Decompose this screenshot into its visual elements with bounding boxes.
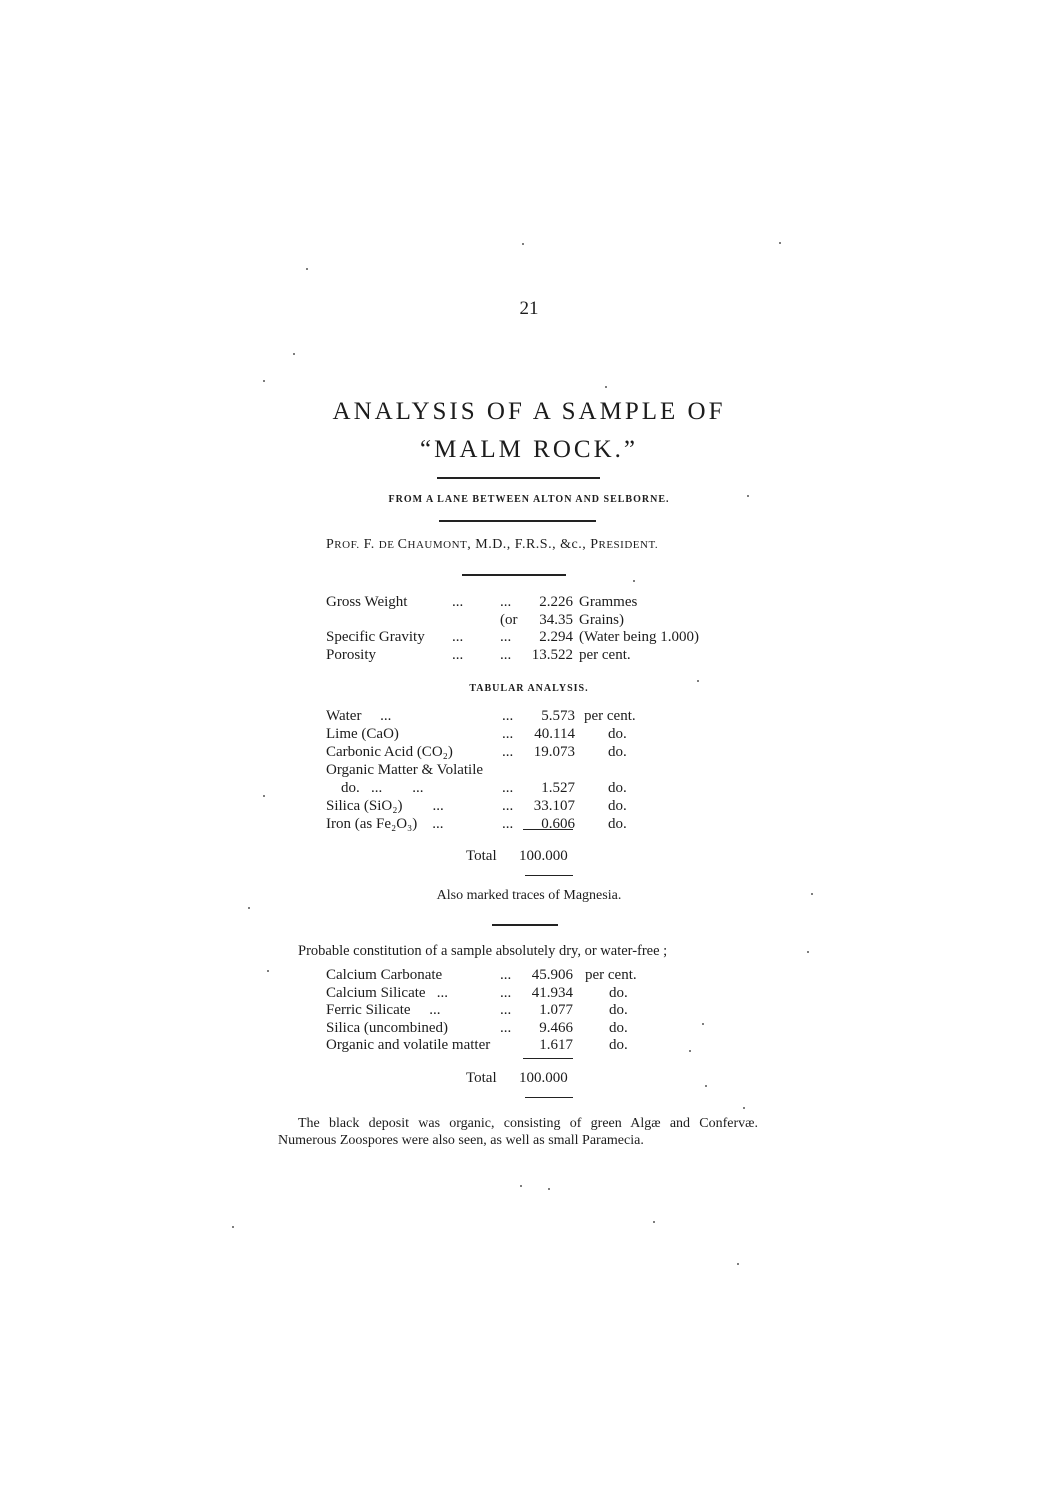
- constitution-unit: do.: [609, 984, 628, 1001]
- analyst-rule: [462, 574, 566, 576]
- property-dots: ...: [452, 646, 464, 663]
- tabular-value: 1.527: [541, 780, 575, 796]
- property-value: 2.226: [539, 594, 573, 610]
- tabular-value: 0.606: [541, 816, 575, 832]
- constitution-unit: per cent.: [585, 967, 637, 983]
- constitution-intro: Probable constitution of a sample absolutely dry, or water-free ;: [298, 943, 668, 959]
- tabular-label: Iron (as Fe₂O₃) ...: [326, 816, 444, 832]
- total-value-2: 100.000: [519, 1070, 568, 1086]
- analyst-role-sc: RESIDENT.: [598, 539, 659, 551]
- analyst-initial: F.: [359, 537, 379, 552]
- property-unit: Grains): [579, 611, 624, 628]
- scan-speck: [807, 951, 809, 953]
- analyst-prof-cap: P: [326, 537, 335, 552]
- constitution-dots: ...: [500, 967, 512, 983]
- property-unit: per cent.: [579, 646, 631, 663]
- scan-speck: [633, 580, 635, 582]
- total-value: 100.000: [519, 848, 568, 864]
- scan-speck: [522, 243, 524, 245]
- constitution-label: Silica (uncombined): [326, 1019, 449, 1036]
- scan-speck: [811, 893, 813, 895]
- tabular-value: 19.073: [533, 744, 575, 760]
- page-title-line2: “MALM ROCK.”: [420, 436, 638, 463]
- constitution-dots: ...: [500, 984, 512, 1001]
- tabular-dots: ...: [502, 798, 514, 814]
- constitution-value: 1.077: [539, 1002, 573, 1018]
- property-dots: ...: [500, 629, 512, 645]
- scan-speck: [705, 1085, 707, 1087]
- tabular-dots: ...: [502, 708, 514, 724]
- scan-speck: [737, 1263, 739, 1265]
- constitution-label: Organic and volatile matter: [326, 1037, 491, 1053]
- closing-paragraph: The black deposit was organic, consisting of green Algæ and Confervæ. Numerous Zoospores were also seen, as well as small Paramecia.: [278, 1116, 758, 1148]
- tabular-value: 40.114: [534, 726, 575, 742]
- page-number: 21: [519, 298, 539, 319]
- property-dots: ...: [500, 646, 512, 663]
- tabular-label: do. ... ...: [326, 780, 424, 796]
- property-unit: (Water being 1.000): [579, 629, 699, 645]
- total-label-2: Total: [466, 1070, 497, 1086]
- constitution-unit: do.: [609, 1019, 628, 1036]
- scan-speck: [293, 353, 295, 355]
- title-rule: [437, 477, 600, 479]
- constitution-dots: ...: [500, 1019, 512, 1036]
- total-label: Total: [466, 848, 497, 864]
- tabular-label: Organic Matter & Volatile: [326, 762, 484, 778]
- tabular-value: 33.107: [533, 798, 575, 814]
- scan-speck: [747, 495, 749, 497]
- scan-speck: [653, 1221, 655, 1223]
- scan-speck: [232, 1226, 234, 1228]
- magnesia-note: Also marked traces of Magnesia.: [436, 888, 622, 903]
- locality-subtitle: FROM A LANE BETWEEN ALTON AND SELBORNE.: [388, 494, 670, 505]
- property-value: 2.294: [539, 629, 573, 645]
- property-dots: ...: [500, 594, 512, 610]
- property-dots: ...: [452, 629, 464, 645]
- tabular-analysis-heading: TABULAR ANALYSIS.: [469, 683, 589, 694]
- tabular-dots: ...: [502, 780, 514, 796]
- tabular-value: 5.573: [541, 708, 575, 724]
- property-label: Gross Weight: [326, 594, 408, 610]
- tabular-unit: do.: [608, 780, 627, 796]
- tabular-label: Carbonic Acid (CO₂): [326, 744, 453, 760]
- tabular-unit: do.: [608, 726, 627, 742]
- scan-speck: [697, 680, 699, 682]
- page-title: ANALYSIS OF A SAMPLE OF: [332, 398, 726, 425]
- scan-speck: [548, 1188, 550, 1190]
- analyst-prof-sc: ROF.: [334, 539, 360, 551]
- property-unit: Grammes: [579, 594, 638, 610]
- sum-rule-2: [523, 1058, 573, 1059]
- constitution-value: 41.934: [531, 984, 573, 1001]
- tabular-label: Silica (SiO₂) ...: [326, 798, 444, 814]
- scan-speck: [263, 380, 265, 382]
- constitution-dots: ...: [500, 1002, 512, 1018]
- total-rule: [525, 875, 573, 876]
- property-label: Specific Gravity: [326, 629, 425, 645]
- tabular-dots: ...: [502, 744, 514, 760]
- analyst-credit: [326, 537, 658, 553]
- constitution-value: 1.617: [539, 1037, 573, 1053]
- constitution-value: 45.906: [531, 967, 573, 983]
- property-value: 13.522: [531, 646, 573, 663]
- tabular-unit: do.: [608, 816, 627, 832]
- scan-speck: [779, 242, 781, 244]
- constitution-label: Ferric Silicate ...: [326, 1002, 441, 1018]
- scan-speck: [263, 795, 265, 797]
- scan-speck: [743, 1107, 745, 1109]
- tabular-dots: ...: [502, 816, 514, 832]
- scan-speck: [267, 970, 269, 972]
- scan-speck: [248, 907, 250, 909]
- tabular-label: Lime (CaO): [326, 726, 399, 742]
- scan-speck: [689, 1050, 691, 1052]
- tabular-unit: do.: [608, 798, 627, 814]
- sum-rule: [523, 829, 573, 830]
- scan-speck: [520, 1185, 522, 1187]
- total-rule-2: [525, 1097, 573, 1098]
- scan-speck: [702, 1023, 704, 1025]
- constitution-unit: do.: [609, 1037, 628, 1053]
- analyst-credentials: , M.D., F.R.S., &c.,: [467, 537, 591, 552]
- scan-speck: [605, 386, 607, 388]
- constitution-unit: do.: [609, 1002, 628, 1018]
- constitution-label: Calcium Carbonate: [326, 967, 443, 983]
- property-label: Porosity: [326, 646, 377, 663]
- property-value: 34.35: [539, 611, 573, 628]
- property-dots: ...: [452, 594, 464, 610]
- constitution-value: 9.466: [539, 1019, 573, 1036]
- property-dots: (or: [500, 611, 518, 628]
- constitution-label: Calcium Silicate ...: [326, 984, 449, 1001]
- scan-speck: [306, 268, 308, 270]
- tabular-unit: per cent.: [584, 708, 636, 724]
- tabular-dots: ...: [502, 726, 514, 742]
- analyst-role-cap: P: [590, 537, 599, 552]
- locality-rule: [439, 520, 596, 522]
- analyst-name-cap: C: [397, 537, 408, 552]
- tabular-label: Water ...: [326, 708, 392, 724]
- section-rule: [492, 924, 558, 926]
- tabular-unit: do.: [608, 744, 627, 760]
- analyst-name-sc: HAUMONT: [407, 539, 468, 551]
- analyst-de: DE: [378, 539, 398, 551]
